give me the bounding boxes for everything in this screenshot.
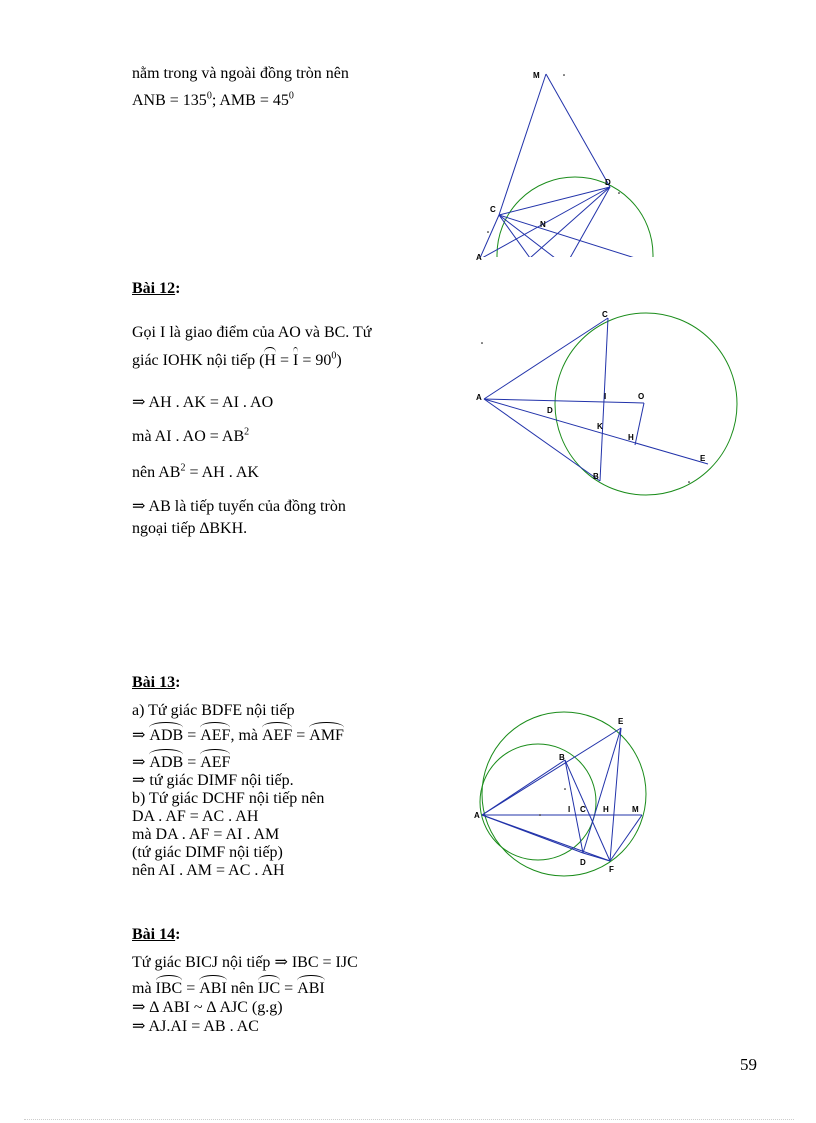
fig2-label-I: I	[604, 392, 607, 401]
bai12-p1: Gọi I là giao điểm của AO và BC. Tứ	[132, 324, 372, 341]
bai13-l2: ⇒ ADB = AEF, mà AEF = AMF	[132, 727, 344, 744]
fig1-label-N: N	[540, 220, 546, 229]
intro-line2: ANB = $135^0$; AMB = $45^0$	[132, 90, 294, 109]
bai12-l1: ⇒ AH . AK = AI . AO	[132, 394, 274, 411]
fig2-label-D: D	[547, 406, 553, 415]
intro-line1: nằm trong và ngoài đồng tròn nên	[132, 65, 349, 82]
fig2-line-AO	[484, 399, 644, 403]
bai13-l4: ⇒ tứ giác DIMF nội tiếp.	[132, 772, 294, 789]
fig3-label-D: D	[580, 858, 586, 867]
bai14-l2: mà IBC = ABI nên IJC = ABI	[132, 980, 325, 997]
fig1-line-CN	[499, 215, 635, 258]
fig2-circle	[555, 313, 737, 495]
fig3-label-C: C	[580, 805, 586, 814]
fig3-line-DF	[583, 853, 610, 861]
bai13-a: a) Tứ giác BDFE nội tiếp	[132, 702, 295, 719]
fig3-line-AD	[482, 815, 583, 853]
fig2-label-H: H	[628, 433, 634, 442]
bai12-l2: mà AI . AO = $AB^2$	[132, 426, 250, 445]
fig2-label-K: K	[597, 422, 603, 431]
implies-icon: ⇒	[274, 954, 288, 971]
implies-icon: ⇒	[132, 727, 146, 744]
fig3-label-M: M	[632, 805, 639, 814]
bai13-l3: ⇒ ADB = AEF	[132, 754, 231, 771]
bai14-heading: Bài 14:	[132, 926, 181, 943]
triangle-icon: ∆	[149, 999, 160, 1016]
fig1-line-CA	[480, 215, 499, 258]
fig1-line-MC	[499, 74, 546, 215]
fig1-label-C: C	[490, 205, 496, 214]
bai14-l1: Tứ giác BICJ nội tiếp ⇒ IBC = IJC	[132, 954, 358, 971]
fig1-line-DA	[482, 187, 610, 258]
triangle-icon: ∆	[206, 999, 217, 1016]
fig1-line-CD	[499, 187, 610, 215]
page-footer-rule	[24, 1119, 794, 1120]
fig3-circle-large	[482, 712, 646, 876]
figure-3	[470, 695, 660, 885]
fig2-label-E: E	[700, 454, 706, 463]
bai13-l6: DA . AF = AC . AH	[132, 808, 259, 825]
fig3-label-B: B	[559, 753, 565, 762]
figure-1	[470, 60, 670, 260]
bai13-l7: mà DA . AF = AI . AM	[132, 826, 280, 843]
implies-icon: ⇒	[132, 754, 146, 771]
implies-icon: ⇒	[132, 1018, 146, 1035]
bai12-heading: Bài 12:	[132, 280, 181, 297]
fig3-line-AE	[482, 728, 621, 815]
fig3-label-F: F	[609, 865, 614, 874]
bai14-l3: ⇒ ∆ ABI ~ ∆ AJC (g.g)	[132, 999, 283, 1016]
bai13-heading: Bài 13:	[132, 674, 181, 691]
fig2-label-A: A	[476, 393, 482, 402]
fig1-label-M: M	[533, 71, 540, 80]
implies-icon: ⇒	[132, 498, 146, 515]
fig3-line-MF	[610, 815, 642, 861]
fig2-line-AC	[484, 318, 608, 399]
bai13-l9: nên AI . AM = AC . AH	[132, 862, 285, 879]
fig2-line-AB	[484, 399, 600, 481]
fig1-line-C2	[499, 215, 555, 258]
figure-2	[470, 305, 710, 505]
fig3-line-EF	[610, 728, 621, 861]
bai13-l8: (tứ giác DIMF nội tiếp)	[132, 844, 283, 861]
fig2-label-B: B	[593, 472, 599, 481]
fig3-label-E: E	[618, 717, 624, 726]
fig3-label-H: H	[603, 805, 609, 814]
implies-icon: ⇒	[132, 999, 146, 1016]
bai13-b: b) Tứ giác DCHF nội tiếp nên	[132, 790, 325, 807]
fig3-line-ED	[583, 728, 621, 853]
fig1-label-A: A	[476, 253, 482, 262]
bai12-l5: ngoại tiếp ∆BKH.	[132, 520, 248, 537]
fig3-label-I: I	[568, 805, 571, 814]
fig3-label-A: A	[474, 811, 480, 820]
fig1-line-C3	[499, 215, 530, 258]
bai12-p2: giác IOHK nội tiếp $(H = I = 90^0)$	[132, 350, 342, 369]
bai12-l4: ⇒ AB là tiếp tuyến của đồng tròn	[132, 498, 346, 515]
fig2-line-AE	[484, 399, 708, 464]
fig2-line-OH	[635, 403, 644, 445]
page-number: 59	[740, 1055, 757, 1074]
triangle-icon: ∆	[199, 520, 210, 537]
implies-icon: ⇒	[132, 394, 146, 411]
fig2-label-O: O	[638, 392, 645, 401]
bai14-l4: ⇒ AJ.AI = AB . AC	[132, 1018, 259, 1035]
fig1-label-D: D	[605, 178, 611, 187]
fig3-line-AB	[482, 760, 565, 815]
bai12-l3: nên $AB^2$ = AH . AK	[132, 462, 259, 481]
implies-icon: ⇒	[132, 772, 146, 789]
fig2-label-C: C	[602, 310, 608, 319]
fig1-line-MD	[546, 74, 610, 187]
